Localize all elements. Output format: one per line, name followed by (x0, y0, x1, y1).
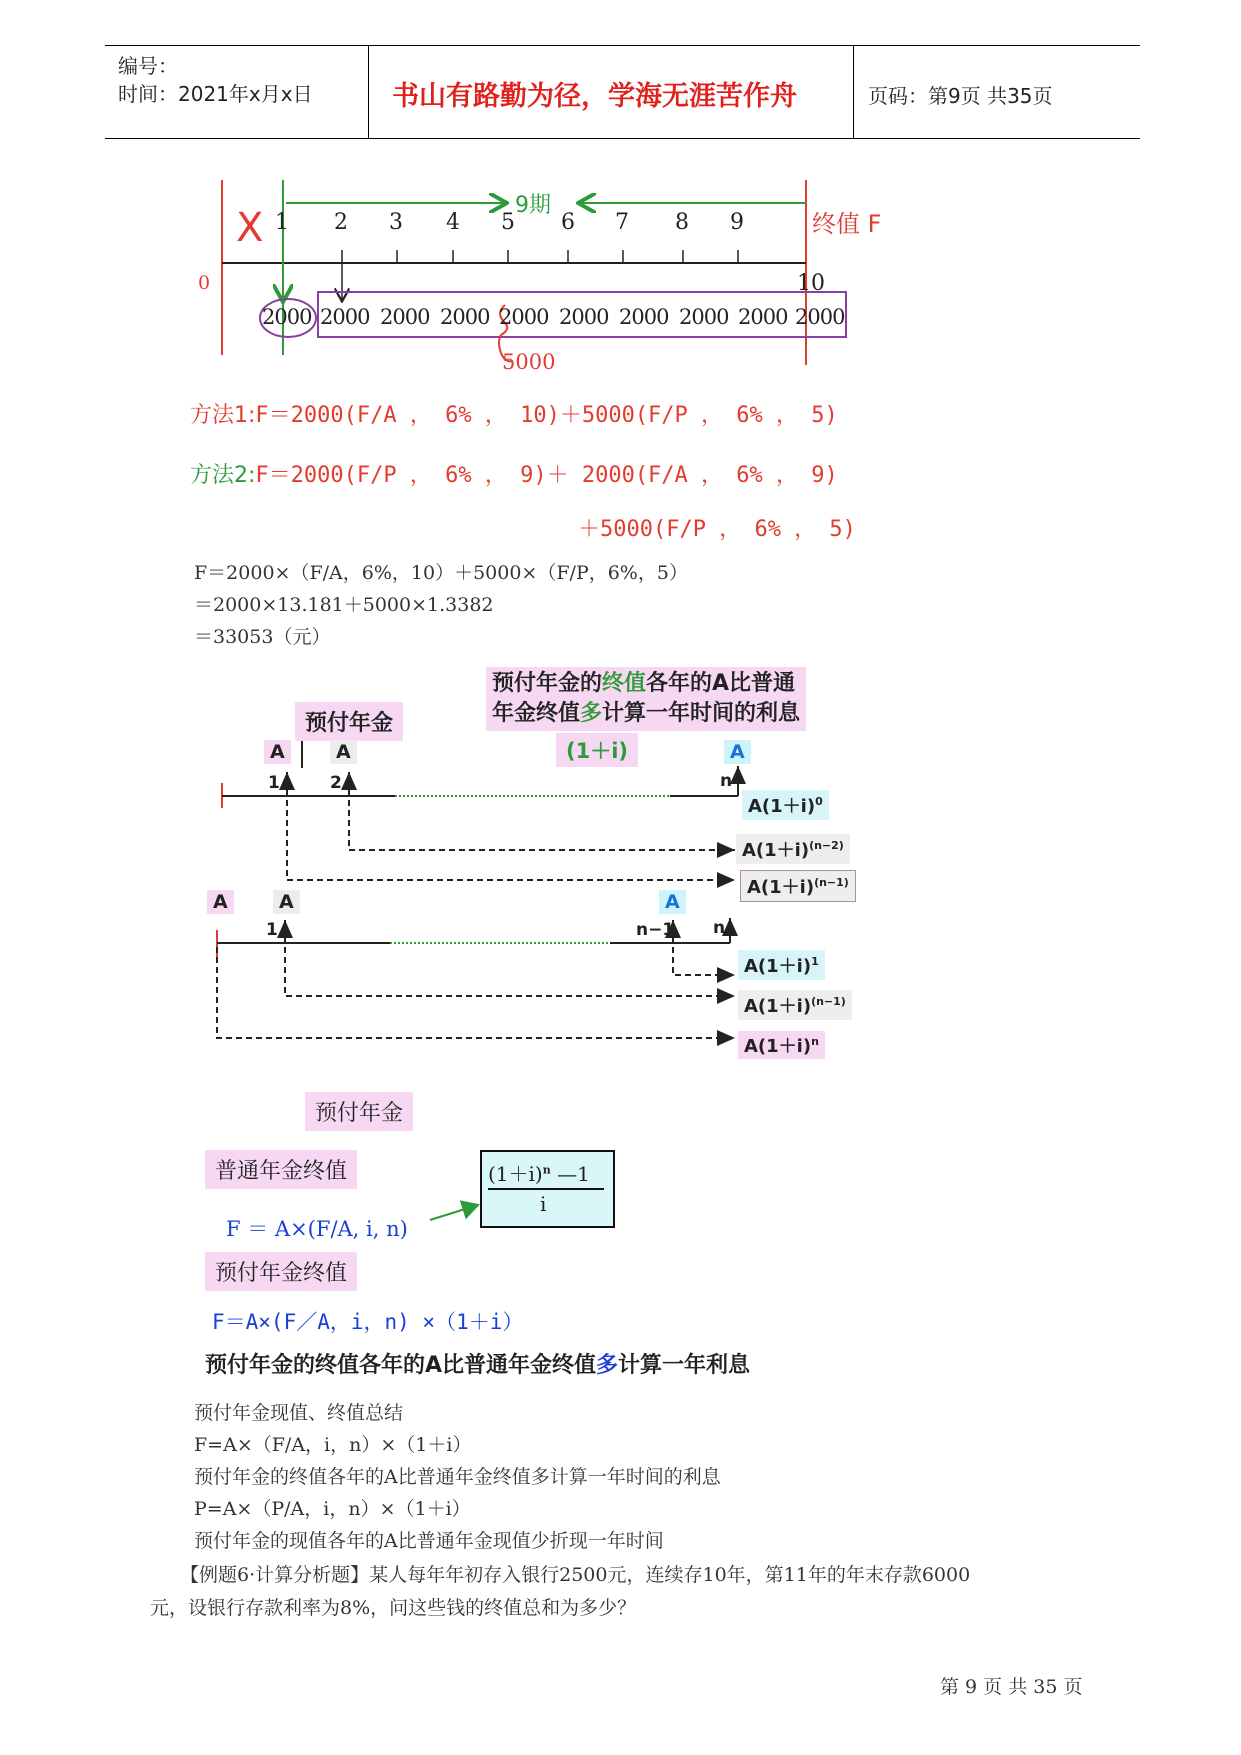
box-denominator: i (540, 1192, 547, 1216)
a-label-2: A (330, 740, 357, 764)
calc-line-3: ＝33053（元） (194, 626, 331, 648)
x-label: X (236, 205, 264, 251)
a-label-1-bottom: A (273, 890, 300, 914)
amount-7: 2000 (619, 305, 669, 329)
amount-10: 2000 (795, 305, 845, 329)
tick-label-7: 7 (615, 210, 629, 235)
tick-label-4: 4 (446, 210, 460, 235)
prepaid-label-mid: 预付年金 (305, 1092, 413, 1131)
summary-line: 预付年金的终值各年的A比普通年金终值多计算一年利息 (205, 1353, 751, 1378)
prepaid-formula: F＝A×(F／A，i，n) ×（1＋i） (212, 1310, 524, 1334)
method2-formula: F＝2000(F/P ， 6% ， 9)＋ 2000(F/A ， 6% ， 9) (255, 463, 838, 488)
text-line-3: 预付年金的终值各年的A比普通年金终值多计算一年时间的利息 (194, 1466, 721, 1488)
a-label-n: A (724, 740, 751, 764)
method2-label: 方法2: (190, 463, 256, 488)
ordinary-fv-label: 普通年金终值 (205, 1150, 357, 1189)
idx-1-top: 1 (268, 773, 280, 793)
amount-4: 2000 (440, 305, 490, 329)
amount-1: 2000 (262, 305, 312, 329)
box-numerator: $(1+i)^n$ —1 (488, 1162, 590, 1186)
result-bottom-1: $A(1+i)^1$ (738, 950, 825, 980)
motto: 书山有路勤为径，学海无涯苦作舟 (392, 81, 797, 112)
tick-label-6: 6 (561, 210, 575, 235)
text-line-4: P=A×（P/A，i，n）×（1＋i） (194, 1498, 471, 1520)
time-label: 时间：2021年x月x日 (118, 82, 313, 106)
factor-label: (1＋i) (556, 733, 638, 767)
idx-n-bottom: n (713, 918, 726, 938)
tick-label-8: 8 (675, 210, 689, 235)
amount-8: 2000 (679, 305, 729, 329)
tick-label-1: 1 (275, 210, 289, 235)
footer-page: 第 9 页 共 35 页 (940, 1676, 1083, 1698)
text-line-1: 预付年金现值、终值总结 (194, 1402, 404, 1424)
tick-label-3: 3 (389, 210, 403, 235)
idx-n1-bottom: n−1 (636, 920, 675, 940)
amount-3: 2000 (380, 305, 430, 329)
result-bottom-3: $A(1+i)^n$ (738, 1031, 825, 1059)
method2-continued: ＋5000(F/P ， 6% ， 5) (578, 517, 856, 542)
serial-label: 编号： (118, 54, 178, 78)
result-bottom-2: $A(1+i)^{(n-1)}$ (738, 990, 852, 1020)
result-top-3: $A(1+i)^{(n-1)}$ (740, 870, 856, 902)
fraction-bar (488, 1188, 604, 1190)
calc-line-2: ＝2000×13.181＋5000×1.3382 (194, 594, 494, 616)
prepaid-label-top: 预付年金 (295, 702, 403, 741)
period-label: 9期 (515, 193, 551, 218)
method1-formula: F＝2000(F/A ， 6% ， 10)＋5000(F/P ， 6% ， 5) (255, 403, 838, 428)
amount-5: 2000 (499, 305, 549, 329)
result-top-1: $A(1+i)^0$ (742, 790, 829, 820)
amount-6: 2000 (559, 305, 609, 329)
tick-label-2: 2 (334, 210, 348, 235)
text-line-5: 预付年金的现值各年的A比普通年金现值少折现一年时间 (194, 1530, 664, 1552)
final-value-label: 终值 F (812, 210, 882, 238)
example-line-1: 【例题6·计算分析题】某人每年年初存入银行2500元，连续存10年，第11年的年末存款6000 (180, 1564, 971, 1586)
page-label: 页码：第9页 共35页 (868, 84, 1053, 108)
a-label-0-bottom: A (207, 890, 234, 914)
text-line-2: F=A×（F/A，i，n）×（1＋i） (194, 1434, 472, 1456)
tick-label-5: 5 (501, 210, 515, 235)
idx-2-top: 2 (330, 773, 342, 793)
idx-1-bottom: 1 (266, 920, 278, 940)
annuity-factor-box (480, 1150, 615, 1228)
a-label-n1-bottom: A (659, 890, 686, 914)
idx-n-top: n (720, 771, 733, 791)
method1-label: 方法1: (190, 403, 256, 428)
result-top-2: $A(1+i)^{(n-2)}$ (736, 834, 850, 864)
ordinary-formula: F ＝ A×(F/A, i, n) (226, 1217, 408, 1241)
a-label-1: A (264, 740, 291, 764)
calc-line-1: F＝2000×（F/A，6%，10）＋5000×（F/P，6%，5） (194, 562, 688, 584)
tick-label-9: 9 (730, 210, 744, 235)
amount-9: 2000 (738, 305, 788, 329)
zero-label: 0 (198, 272, 211, 294)
prepaid-fv-label: 预付年金终值 (205, 1252, 357, 1291)
tick-label-10: 10 (797, 271, 825, 296)
extra-amount: 5000 (502, 350, 556, 374)
amount-2: 2000 (320, 305, 370, 329)
example-line-2: 元，设银行存款利率为8%，问这些钱的终值总和为多少？ (150, 1597, 637, 1619)
diagram-note: 预付年金的终值各年的A比普通 年金终值多计算一年时间的利息 (486, 667, 806, 731)
